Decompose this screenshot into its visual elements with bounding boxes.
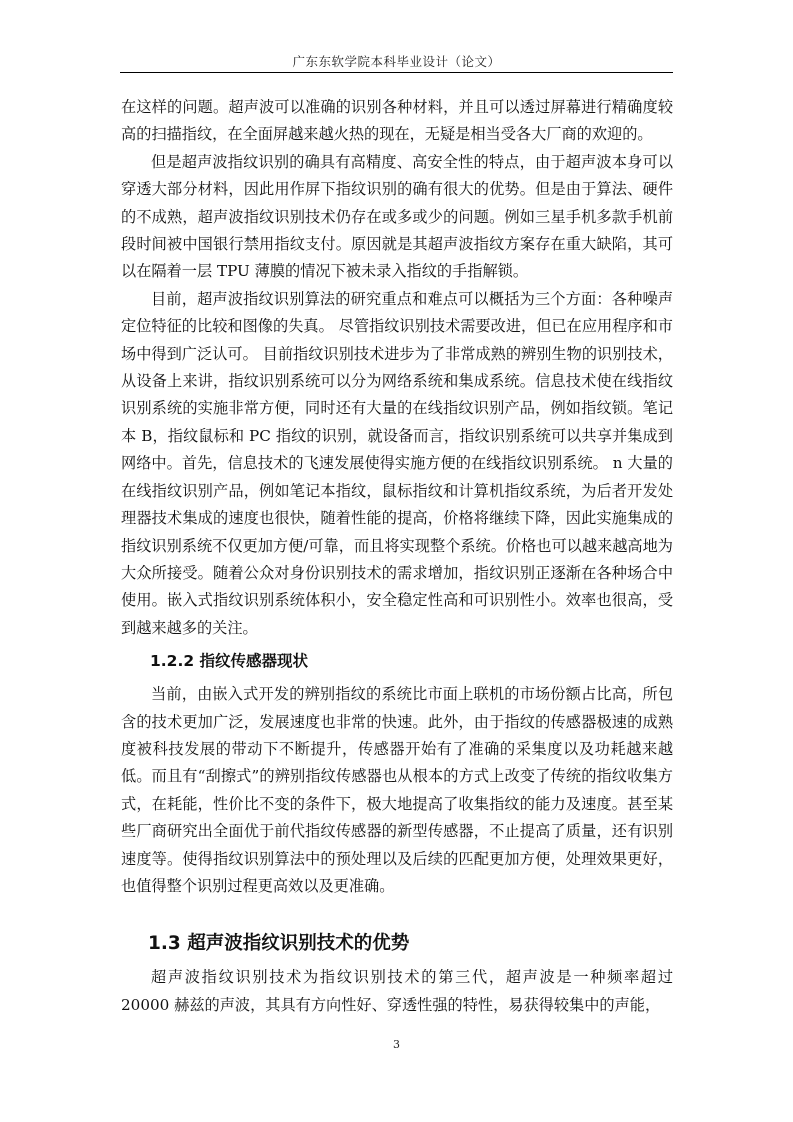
page-number: 3 <box>393 1038 400 1051</box>
paragraph-ultrasonic-advantages: 但是超声波指纹识别的确具有高精度、高安全性的特点，由于超声波本身可以穿透大部分材料，因此用作屏下指纹识别的确有很大的优势。但是由于算法、硬件的不成熟，超声波指纹识别技术仍存在或多或少的问题。例如三星手机多款手机前段时间被中国银行禁用指纹支付。原因就是其超声波指纹方案存在重大缺陷，其可以在隔着一层 TPU 薄膜的情况下被未录入指纹的手指解锁。 <box>121 152 673 281</box>
paragraph-continuation: 在这样的问题。超声波可以准确的识别各种材料，并且可以透过屏幕进行精确度较高的扫描指纹，在全面屏越来越火热的现在，无疑是相当受各大厂商的欢迎的。 <box>121 98 673 144</box>
paragraph-research-focus: 目前，超声波指纹识别算法的研究重点和难点可以概括为三个方面：各种噪声定位特征的比较和图像的失真。 尽管指纹识别技术需要改进，但已在应用程序和市场中得到广泛认可。 目前指纹识别技术进步为了非常成熟的辨别生物的识别技术，从设备上来讲，指纹识别系统可以分为网络系统和集成系统。信息技术使在线指纹识别系统的实施非常方便，同时还有大量的在线指纹识别产品，例如指纹锁。笔记本 B，指纹鼠标和 PC 指纹的识别，就设备而言，指纹识别系统可以共享并集成到网络中。首先，信息技术的飞速发展使得实施方便的在线指纹识别系统。 n 大量的在线指纹识别产品，例如笔记本指纹，鼠标指纹和计算机指纹系统，为后者开发处理器技术集成的速度也很快，随着性能的提高，价格将继续下降，因此实施集成的指纹识别系统不仅更加方便/可靠，而且将实现整个系统。价格也可以越来越高地为大众所接受。随着公众对身份识别技术的需求增加，指纹识别正逐渐在各种场合中使用。嵌入式指纹识别系统体积小，安全稳定性高和可识别性小。效率也很高，受到越来越多的关注。 <box>121 289 673 637</box>
heading-1-3: 1.3 超声波指纹识别技术的优势 <box>148 933 410 955</box>
paragraph-third-generation: 超声波指纹识别技术为指纹识别技术的第三代，超声波是一种频率超过 20000 赫兹的声波，其具有方向性好、穿透性强的特性，易获得较集中的声能， <box>121 968 673 1014</box>
paragraph-sensor-status: 当前，由嵌入式开发的辨别指纹的系统比市面上联机的市场份额占比高，所包含的技术更加广泛，发展速度也非常的快速。此外，由于指纹的传感器极速的成熟度被科技发展的带动下不断提升，传感器开始有了准确的采集度以及功耗越来越低。而且有“刮擦式”的辨别指纹传感器也从根本的方式上改变了传统的指纹收集方式，在耗能，性价比不变的条件下，极大地提高了收集指纹的能力及速度。甚至某些厂商研究出全面优于前代指纹传感器的新型传感器，不止提高了质量，还有识别速度等。使得指纹识别算法中的预处理以及后续的匹配更加方便，处理效果更好，也值得整个识别过程更高效以及更准确。 <box>121 685 673 895</box>
heading-1-2-2: 1.2.2 指纹传感器现状 <box>150 652 309 671</box>
page-body <box>121 94 673 1019</box>
running-header: 广东东软学院本科毕业设计（论文） <box>292 54 501 69</box>
header-divider <box>120 72 673 73</box>
